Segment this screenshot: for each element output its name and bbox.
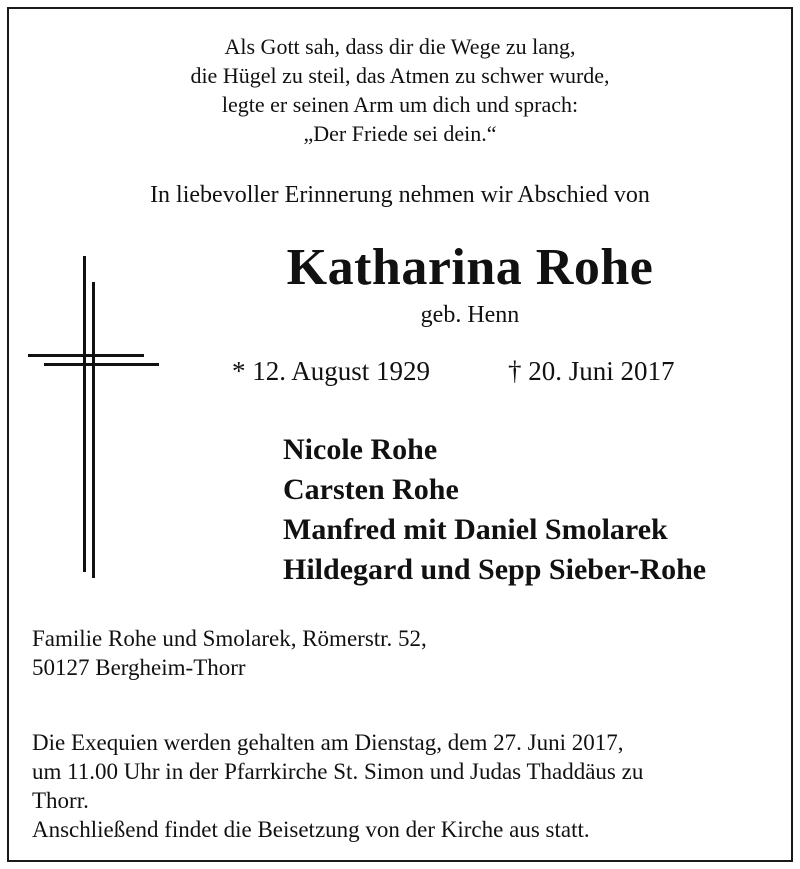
service-info [32, 728, 643, 844]
birth-date: * 12. August 1929 [232, 356, 431, 386]
intro-text: In liebevoller Erinnerung nehmen wir Abschied von [150, 182, 650, 208]
mourners-list [283, 430, 706, 590]
death-date: † 20. Juni 2017 [508, 356, 675, 386]
poem-line: Als Gott sah, dass dir die Wege zu lang, [224, 34, 576, 59]
poem [0, 32, 800, 148]
service-line: Die Exequien werden gehalten am Dienstag, dem 27. Juni 2017, [32, 730, 624, 755]
poem-line: „Der Friede sei dein.“ [303, 121, 497, 146]
maiden-name: geb. Henn [420, 302, 520, 328]
deceased-name: Katharina Rohe [286, 239, 654, 296]
service-line: Thorr. [32, 788, 89, 813]
address-line: 50127 Bergheim-Thorr [32, 655, 246, 680]
poem-line: legte er seinen Arm um dich und sprach: [221, 92, 579, 117]
mourner-name: Nicole Rohe [283, 433, 438, 466]
cross-icon [28, 254, 168, 584]
poem-line: die Hügel zu steil, das Atmen zu schwer wurde, [190, 63, 610, 88]
mourner-name: Hildegard und Sepp Sieber-Rohe [283, 553, 707, 586]
mourner-name: Manfred mit Daniel Smolarek [283, 513, 668, 546]
family-address [32, 624, 427, 682]
mourner-name: Carsten Rohe [283, 473, 459, 506]
service-line: um 11.00 Uhr in der Pfarrkirche St. Simon und Judas Thaddäus zu [32, 759, 644, 784]
service-line: Anschließend findet die Beisetzung von der Kirche aus statt. [32, 817, 590, 842]
address-line: Familie Rohe und Smolarek, Römerstr. 52, [32, 626, 427, 651]
